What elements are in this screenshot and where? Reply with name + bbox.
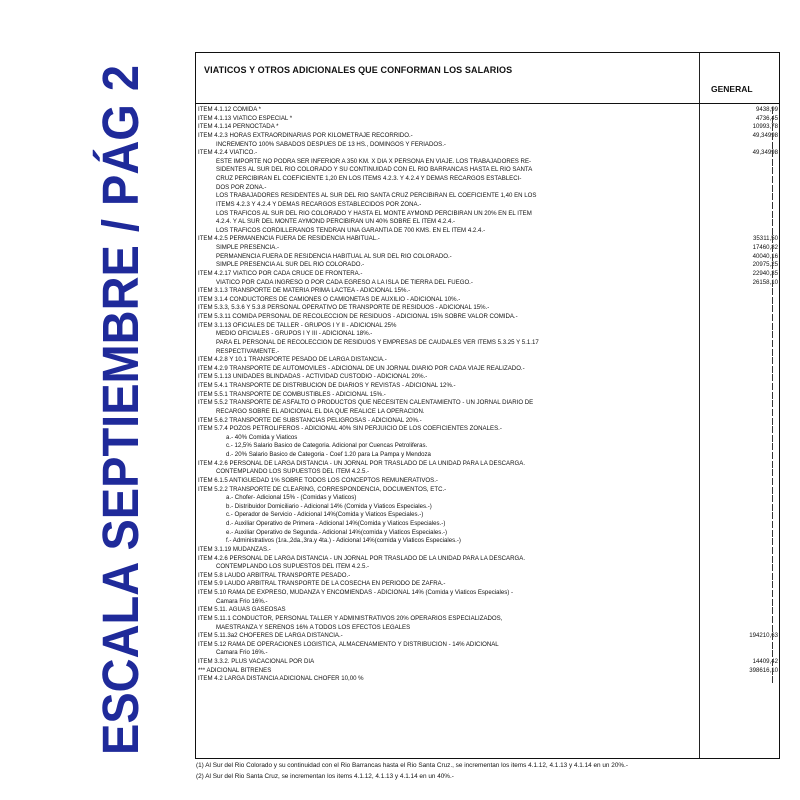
footnote: (2) Al Sur del Rio Santa Cruz, se incrementan los items 4.1.12, 4.1.13 y 4.1.14 en un 40%.- <box>196 773 454 780</box>
table-row <box>198 373 698 382</box>
row-right-border <box>772 676 773 683</box>
table-row <box>198 227 698 236</box>
row-text: ITEM 4.2.5 PERMANENCIA FUERA DE RESIDENCIA HABITUAL.- <box>198 235 380 243</box>
table-row <box>198 149 778 158</box>
table-rows <box>198 106 778 684</box>
row-text: ITEM 5.12 RAMA DE OPERACIONES LOGISTICA, ALMACENAMIENTO Y DISTRIBUCION - 14% ADICIONAL <box>198 640 499 648</box>
table-row <box>198 141 698 150</box>
table-row <box>198 563 698 572</box>
row-right-border <box>772 625 773 632</box>
row-right-border <box>772 426 773 433</box>
row-text: ITEM 4.2.8 Y 10.1 TRANSPORTE PESADO DE LARGA DISTANCIA.- <box>198 356 387 364</box>
column-separator <box>699 53 700 758</box>
table-row <box>198 658 778 667</box>
row-text: LOS TRABAJADORES RESIDENTES AL SUR DEL RIO SANTA CRUZ PERCIBIRAN EL COEFICIENTE 1,40 EN LOS <box>216 192 537 200</box>
table-row <box>198 408 698 417</box>
row-text: ITEM 3.1.13 OFICIALES DE TALLER - GRUPOS I Y II - ADICIONAL 25% <box>198 321 397 329</box>
row-right-border <box>772 409 773 416</box>
row-right-border <box>772 254 773 261</box>
row-right-border <box>772 340 773 347</box>
table-row <box>198 166 698 175</box>
row-text: ITEM 5.5.2 TRANSPORTE DE ASFALTO O PRODUCTOS QUE NECESITEN CALENTAMIENTO - UN JORNAL DIARIO DE <box>198 399 534 407</box>
table-row <box>198 114 778 124</box>
row-text: CONTEMPLANDO LOS SUPUESTOS DEL ITEM 4.2.5.- <box>216 468 370 476</box>
row-right-border <box>772 150 773 157</box>
table-row <box>198 210 698 219</box>
row-text: DOS POR ZONA.- <box>216 183 267 191</box>
row-right-border <box>772 650 773 657</box>
table-row <box>198 365 698 374</box>
row-value: 9438,99 <box>755 106 778 113</box>
table-row <box>198 589 698 598</box>
row-text: ITEM 5.2.2 TRANSPORTE DE CLEARING, CORRESPONDENCIA, DOCUMENTOS, ETC.- <box>198 485 447 493</box>
side-label <box>0 0 168 800</box>
row-text: ITEM 5.3.11 COMIDA PERSONAL DE RECOLECCION DE RESIDUOS - ADICIONAL 15% SOBRE VALOR COMIDA.- <box>198 313 518 320</box>
row-text: ITEM 3.3.2. PLUS VACACIONAL POR DIA <box>198 658 315 665</box>
table-row <box>198 451 698 460</box>
row-right-border <box>772 504 773 511</box>
table-row <box>198 615 698 624</box>
row-right-border <box>772 512 773 519</box>
footnotes <box>196 760 796 782</box>
row-text: d.- Auxiliar Operativo de Primera - Adicional 14%(Comida y Viaticos Especiales.-) <box>226 520 446 527</box>
row-right-border <box>772 280 773 287</box>
row-text: ITEM 4.2 LARGA DISTANCIA ADICIONAL CHOFER 10,00 % <box>198 675 364 683</box>
row-text: ITEM 5.4.1 TRANSPORTE DE DISTRIBUCION DE DIARIOS Y REVISTAS - ADICIONAL 12%.- <box>198 382 456 389</box>
row-right-border <box>772 305 773 312</box>
row-right-border <box>772 668 773 675</box>
table-row <box>198 339 698 348</box>
row-right-border <box>772 435 773 442</box>
table-row <box>198 434 698 443</box>
table-row <box>198 269 778 279</box>
row-text: ITEM 4.2.6 PERSONAL DE LARGA DISTANCIA - UN JORNAL POR TRASLADO DE LA UNIDAD PARA LA DESCARGA. <box>198 554 526 562</box>
header-separator <box>196 103 779 104</box>
table-row <box>198 675 698 684</box>
row-text: PERMANENCIA FUERA DE RESIDENCIA HABITUAL AL SUR DEL RIO COLORADO.- <box>216 252 452 260</box>
table-row <box>198 632 778 641</box>
row-text: VIATICO POR CADA INGRESO O POR CADA EGRESO A LA ISLA DE TIERRA DEL FUEGO.- <box>216 278 473 286</box>
table-row <box>198 529 698 538</box>
row-right-border <box>772 133 773 140</box>
row-right-border <box>772 564 773 571</box>
row-right-border <box>772 383 773 390</box>
row-text: ITEM 3.1.3 TRANSPORTE DE MATERIA PRIMA LACTEA - ADICIONAL 15%.- <box>198 287 411 295</box>
table-row <box>198 330 698 339</box>
table-row <box>198 356 698 365</box>
row-text: SIDENTES AL SUR DEL RIO COLORADO Y SU CONTINUIDAD CON EL RIO BARRANCAS HASTA EL RIO SANTA <box>216 166 533 174</box>
row-right-border <box>772 331 773 338</box>
table-row <box>198 494 698 503</box>
row-text: 4.2.4. Y AL SUR DEL MONTE AYMOND PERCIBIRAN UN 40% SOBRE EL ITEM 4.2.4.- <box>216 218 456 226</box>
table-row <box>198 649 698 658</box>
row-text: LOS TRAFICOS CORDILLERANOS TENDRAN UNA GARANTIA DE 700 KMS. EN EL ITEM 4.2.4.- <box>216 226 486 234</box>
table-row <box>198 666 778 676</box>
row-value: 49,34998 <box>752 131 778 139</box>
row-right-border <box>772 245 773 252</box>
row-text: b.- Distribuidor Domiciliario - Adicional 14% (Comida y Viaticos Especiales.-) <box>226 502 432 510</box>
row-right-border <box>772 176 773 183</box>
row-right-border <box>772 107 773 114</box>
row-right-border <box>772 314 773 321</box>
table-row <box>198 555 698 564</box>
row-value: 49,34998 <box>752 149 778 157</box>
row-text: Camara Frio 16%.- <box>216 597 268 605</box>
row-text: ITEM 4.2.6 PERSONAL DE LARGA DISTANCIA - UN JORNAL POR TRASLADO DE LA UNIDAD PARA LA DESCARGA. <box>198 459 526 467</box>
row-text: a.- 40% Comida y Viaticos <box>226 433 298 441</box>
row-right-border <box>772 659 773 666</box>
table-row <box>198 131 778 141</box>
table-row <box>198 278 778 288</box>
row-right-border <box>772 633 773 640</box>
table-row <box>198 468 698 477</box>
row-right-border <box>772 366 773 373</box>
row-right-border <box>772 236 773 243</box>
table-row <box>198 235 778 244</box>
row-value: 14409,42 <box>752 658 778 665</box>
table-row <box>198 606 698 615</box>
row-right-border <box>772 323 773 330</box>
row-right-border <box>772 185 773 192</box>
row-value: 194210,63 <box>749 632 778 640</box>
table-row <box>198 106 778 115</box>
row-text: ESTE IMPORTE NO PODRA SER INFERIOR A 350 KM. X DIA X PERSONA EN VIAJE. LOS TRABAJADORES RE- <box>216 157 532 165</box>
row-right-border <box>772 581 773 588</box>
row-text: ITEM 4.2.9 TRANSPORTE DE AUTOMOVILES - ADICIONAL DE UN JORNAL DIARIO POR CADA VIAJE REALIZADO.- <box>198 364 525 372</box>
row-value: 17460,82 <box>752 244 778 251</box>
row-text: PARA EL PERSONAL DE RECOLECCION DE RESIDUOS Y EMPRESAS DE CAUDALES VER ITEMS 5.3.25 Y 5.1.17 <box>216 338 539 346</box>
row-right-border <box>772 167 773 174</box>
row-right-border <box>772 607 773 614</box>
row-right-border <box>772 452 773 459</box>
row-right-border <box>772 590 773 597</box>
column-header-general: GENERAL <box>711 84 753 94</box>
row-text: ITEM 4.2.4 VIATICO.- <box>198 149 258 157</box>
row-right-border <box>772 211 773 218</box>
row-right-border <box>772 418 773 425</box>
row-text: ITEM 5.9 LAUDO ARBITRAL TRANSPORTE DE LA COSECHA EN PERIODO DE ZAFRA.- <box>198 580 446 588</box>
table-row <box>198 572 698 581</box>
row-text: ITEM 6.1.5 ANTIGUEDAD 1% SOBRE TODOS LOS CONCEPTOS REMUNERATIVOS.- <box>198 476 438 484</box>
table-row <box>198 348 698 357</box>
table-row <box>198 313 698 322</box>
table-row <box>198 598 698 607</box>
row-value: 22940,35 <box>752 269 778 277</box>
table-row <box>198 477 698 486</box>
row-right-border <box>772 556 773 563</box>
row-text: ITEM 5.11.1 CONDUCTOR, PERSONAL TALLER Y ADMINISTRATIVOS 20% OPERARIOS ESPECIALIZADOS, <box>198 614 503 622</box>
table-row <box>198 304 698 313</box>
row-text: *** ADICIONAL BITRENES <box>198 666 272 674</box>
row-right-border <box>772 469 773 476</box>
row-text: RECARGO SOBRE EL ADICIONAL EL DIA QUE REALICE LA OPERACION. <box>216 407 425 415</box>
table-row <box>198 641 698 650</box>
table-row <box>198 417 698 426</box>
row-text: MAESTRANZA Y SERENOS 16% A TODOS LOS EFECTOS LEGALES <box>216 623 411 631</box>
table-row <box>198 391 698 400</box>
table-row <box>198 158 698 167</box>
table-row <box>198 261 778 270</box>
row-right-border <box>772 530 773 537</box>
row-text: INCREMENTO 100% SABADOS DESPUES DE 13 HS., DOMINGOS Y FERIADOS.- <box>216 140 446 148</box>
row-text: ITEM 3.1.4 CONDUCTORES DE CAMIONES O CAMIONETAS DE AUXILIO - ADICIONAL 10%.- <box>198 295 461 303</box>
row-right-border <box>772 159 773 166</box>
footnote: (1) Al Sur del Rio Colorado y su continuidad con el Rio Barrancas hasta el Rio Santa Cruz., se incrementan los items 4.1.12, 4.1.13 y 4.1.14 en un 20%.- <box>196 762 628 769</box>
row-right-border <box>772 478 773 485</box>
row-text: ITEMS 4.2.3 Y 4.2.4 Y DEMAS RECARGOS ESTABLECIDOS POR ZONA.- <box>216 200 422 208</box>
row-right-border <box>772 297 773 304</box>
row-right-border <box>772 124 773 131</box>
row-text: ITEM 4.2.3 HORAS EXTRAORDINARIAS POR KILOMETRAJE RECORRIDO.- <box>198 131 413 139</box>
table-row <box>198 511 698 520</box>
row-text: SIMPLE PRESENCIA.- <box>216 244 279 251</box>
row-text: ITEM 4.1.12 COMIDA * <box>198 106 261 113</box>
row-text: LOS TRAFICOS AL SUR DEL RIO COLORADO Y HASTA EL MONTE AYMOND PERCIBIRAN UN 20% EN EL ITEM <box>216 209 532 217</box>
side-label-text: ESCALA SEPTIEMBRE / PÁG 2 <box>92 5 149 755</box>
table-title: VIATICOS Y OTROS ADICIONALES QUE CONFORMAN LOS SALARIOS <box>204 65 513 75</box>
table-row <box>198 184 698 193</box>
row-right-border <box>772 495 773 502</box>
row-text: ITEM 4.1.14 PERNOCTADA * <box>198 123 279 131</box>
row-value: 10993,78 <box>752 123 778 131</box>
row-text: ITEM 5.8 LAUDO ARBITRAL TRANSPORTE PESADO.- <box>198 571 351 579</box>
table-row <box>198 442 698 451</box>
row-text: ITEM 5.3.3, 5.3.6 Y 5.3.8 PERSONAL OPERATIVO DE TRANSPORTE DE RESIDUOS - ADICIONAL 15%.- <box>198 304 490 312</box>
row-right-border <box>772 487 773 494</box>
table-row <box>198 287 698 296</box>
row-text: f.- Administrativos (1ra.,2da.,3ra.y 4ta.) - Adicional 14%(comida y Viaticos Especiales.-) <box>226 537 461 545</box>
table-row <box>198 296 698 305</box>
row-value: 40040,16 <box>752 252 778 260</box>
row-text: d.- 20% Salario Basico de Categoria - Coef 1.20 para La Pampa y Mendoza <box>226 451 431 458</box>
row-value: 20975,25 <box>752 261 778 269</box>
table-row <box>198 460 698 469</box>
row-right-border <box>772 228 773 235</box>
row-right-border <box>772 271 773 278</box>
row-text: SIMPLE PRESENCIA AL SUR DEL RIO COLORADO.- <box>216 261 365 269</box>
row-right-border <box>772 116 773 123</box>
table-row <box>198 218 698 227</box>
row-right-border <box>772 349 773 356</box>
row-text: CRUZ PERCIBIRAN EL COEFICIENTE 1,20 EN LOS ITEMS 4.2.3. Y 4.2.4 Y DEMAS RECARGOS ESTABLECI- <box>216 175 522 182</box>
row-text: c.- 12,5% Salario Basico de Categoria. Adicional por Cuencas Petroliferas. <box>226 442 428 450</box>
row-right-border <box>772 443 773 450</box>
row-right-border <box>772 599 773 606</box>
row-value: 398616,10 <box>749 666 778 674</box>
row-right-border <box>772 461 773 468</box>
table-row <box>198 175 698 184</box>
row-text: ITEM 5.7.4 POZOS PETROLIFEROS - ADICIONAL 40% SIN PERJUICIO DE LOS COEFICIENTES ZONALES.- <box>198 425 502 433</box>
row-right-border <box>772 521 773 528</box>
row-text: ITEM 5.10 RAMA DE EXPRESO, MUDANZA Y ENCOMIENDAS - ADICIONAL 14% (Comida y Viaticos Especiales) - <box>198 589 514 596</box>
row-right-border <box>772 616 773 623</box>
table-row <box>198 503 698 512</box>
row-text: CONTEMPLANDO LOS SUPUESTOS DEL ITEM 4.2.5.- <box>216 563 370 571</box>
row-right-border <box>772 374 773 381</box>
table-row <box>198 580 698 589</box>
table-row <box>198 624 698 633</box>
table-row <box>198 486 698 495</box>
table-row <box>198 537 698 546</box>
row-text: a.- Chofer- Adicional 15% - (Comidas y Viaticos) <box>226 494 357 502</box>
row-value: 4736,45 <box>755 114 778 122</box>
row-text: ITEM 5.1.13 UNIDADES BLINDADAS - ACTIVIDAD CUSTODIO - ADICIONAL 20%.- <box>198 373 428 381</box>
table-row <box>198 322 698 331</box>
table-row <box>198 546 698 555</box>
row-right-border <box>772 202 773 209</box>
table-row <box>198 382 698 391</box>
row-right-border <box>772 573 773 580</box>
row-text: MEDIO OFICIALES - GRUPOS I Y III - ADICIONAL 18%.- <box>216 330 373 338</box>
table-row <box>198 520 698 529</box>
row-text: ITEM 3.1.19 MUDANZAS.- <box>198 545 271 553</box>
row-value: 35311,50 <box>753 235 778 243</box>
row-text: RESPECTIVAMENTE.- <box>216 347 280 355</box>
table-row <box>198 192 698 201</box>
row-text: ITEM 4.1.13 VIATICO ESPECIAL * <box>198 114 293 122</box>
row-right-border <box>772 357 773 364</box>
row-right-border <box>772 193 773 200</box>
table-row <box>198 399 698 408</box>
row-text: ITEM 5.5.1 TRANSPORTE DE COMBUSTIBLES - ADICIONAL 15%.- <box>198 390 386 398</box>
row-text: ITEM 4.2.17 VIATICO POR CADA CRUCE DE FRONTERA.- <box>198 269 363 277</box>
row-right-border <box>772 142 773 149</box>
table-row <box>198 201 698 210</box>
row-right-border <box>772 262 773 269</box>
row-right-border <box>772 219 773 226</box>
row-text: c.- Operador de Servicio - Adicional 14%(Comida y Viaticos Especiales.-) <box>226 511 424 519</box>
row-text: Camara Frio 16%.- <box>216 649 268 657</box>
row-text: ITEM 5.11.3a2 CHOFERES DE LARGA DISTANCIA.- <box>198 632 343 640</box>
row-right-border <box>772 288 773 295</box>
row-right-border <box>772 400 773 407</box>
table-row <box>198 425 698 434</box>
allowances-table <box>195 52 780 759</box>
row-text: e.- Auxiliar Operativo de Segunda.- Adicional 14%(comida y Viaticos Especiales.-) <box>226 528 448 536</box>
table-row <box>198 123 778 132</box>
table-row <box>198 244 778 253</box>
side-label-svg <box>0 0 168 800</box>
row-right-border <box>772 642 773 649</box>
row-text: ITEM 5.11. AGUAS GASEOSAS <box>198 606 286 614</box>
row-value: 26158,10 <box>752 278 778 286</box>
scanned-page <box>168 0 800 800</box>
row-right-border <box>772 547 773 554</box>
row-right-border <box>772 392 773 399</box>
row-text: ITEM 5.6.2 TRANSPORTE DE SUBSTANCIAS PELIGROSAS - ADICIONAL 20%.- <box>198 416 422 424</box>
row-right-border <box>772 538 773 545</box>
table-row <box>198 252 778 262</box>
